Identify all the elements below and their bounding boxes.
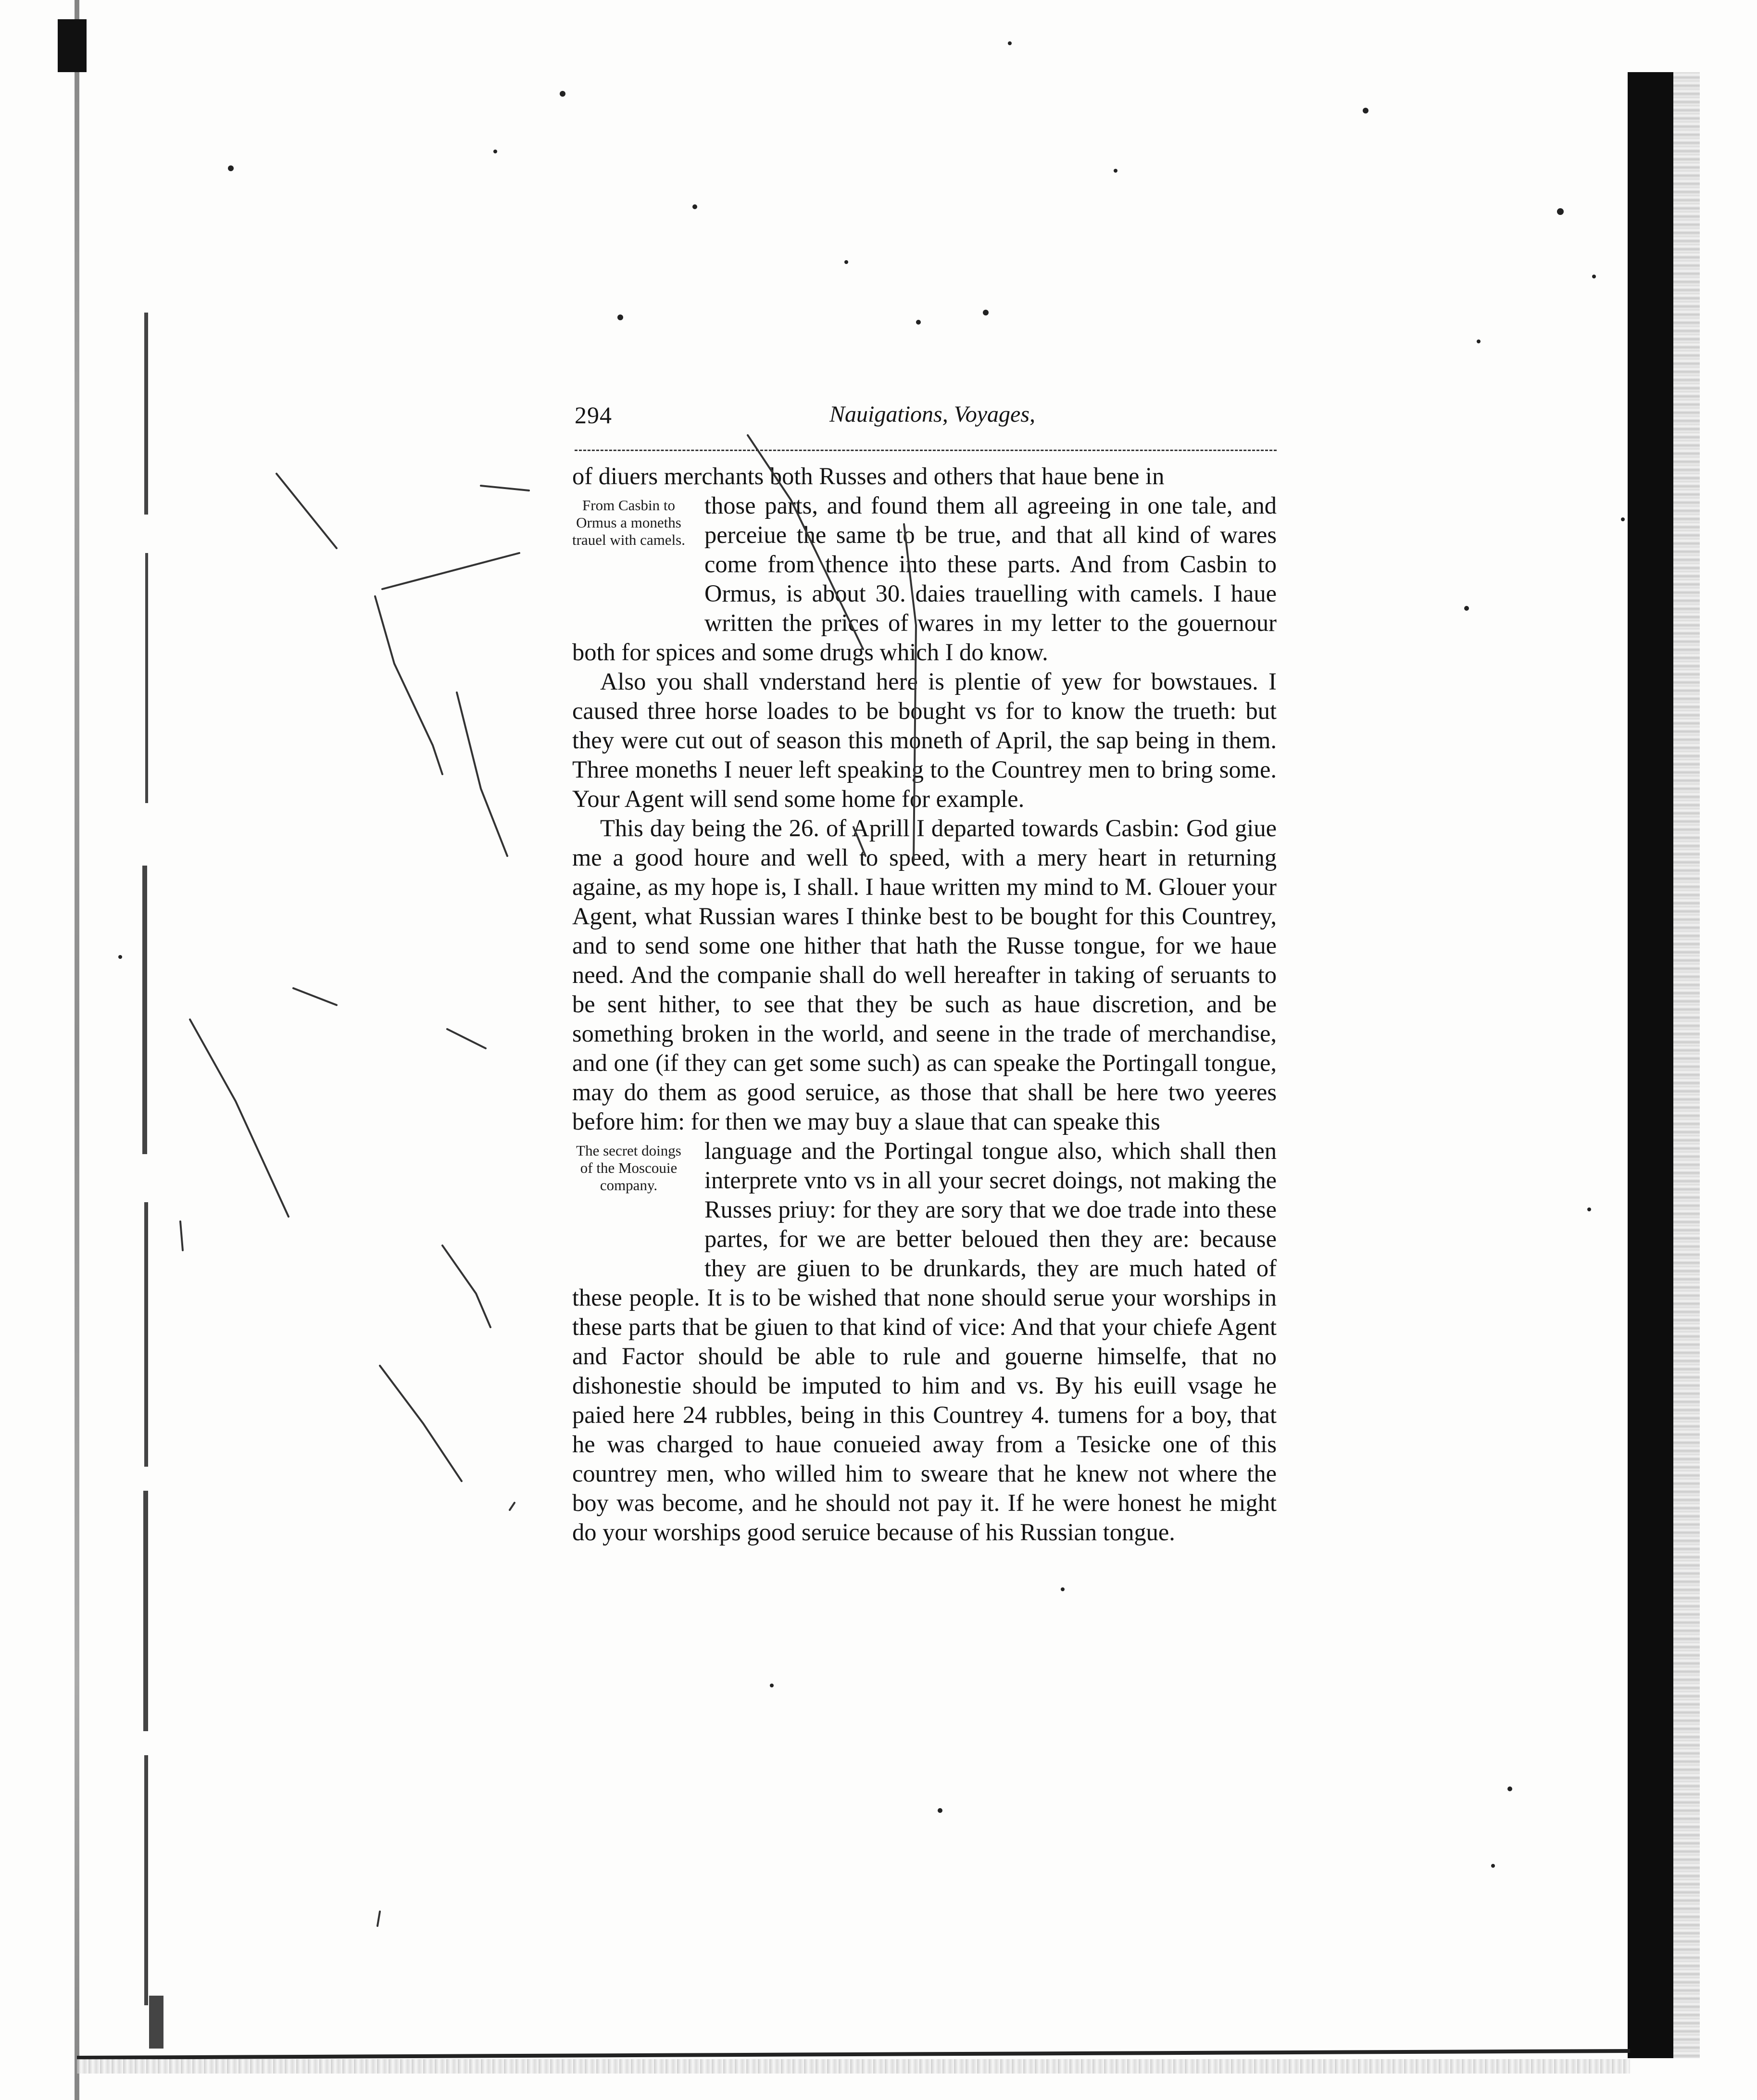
paragraph-1-opening: of diuers merchants both Russes and others that haue bene in xyxy=(572,463,1165,490)
main-text xyxy=(572,462,1277,1547)
paragraph-3: This day being the 26. of Aprill I departed towards Casbin: God giue me a good houre and well to speed, with a mery heart in returning againe, as my hope is, I shall. I haue written my mind to M. Glouer your Agent, what Russian wares I thinke best to be bought for this Countrey, and to send some one hither that hath the Russe tongue, for we haue need. And the companie shall do well hereafter in taking of seruants to be sent hither, to see that they be such as haue discretion, and be something broken in the world, and seene in the trade of merchandise, and one (if they can get some such) as can speake the Portingall tongue, may do them as good seruice, as those that shall be here two yeeres before him: for then we may buy a slaue that can speake this xyxy=(572,815,1277,1135)
marginal-note-secret-doings: The secret doings of the Moscouie company. xyxy=(576,1142,681,1194)
running-title: Nauigations, Voyages, xyxy=(829,402,1035,427)
page-number: 294 xyxy=(575,402,612,428)
paragraph-3-continued: language and the Portingal tongue also, which shall then interprete vnto vs in all your secret doings, not making the Russes priuy: for they are sory that we doe trade into these partes, for we are better beloued then they are: because they are giuen to be drunkards, they are much hated of these people. It is to be wished that none should serue your worships in these parts that be giuen to that kind of vice: And that your chiefe Agent and Factor should be able to rule and gouerne himselfe, that no dishonestie should be imputed to him and vs. By his euill vsage he paied here 24 rubbles, being in this Countrey 4. tumens for a boy, that he was charged to haue conueied away from a Tesicke one of this countrey men, who willed him to sweare that he knew not where the boy was become, and he should not pay it. If he were honest he might do your worships good seruice because of his Russian tongue. xyxy=(572,1137,1277,1546)
head-rule xyxy=(575,450,1277,451)
paragraph-1: those parts, and found them all agreeing in one tale, and perceiue the same to be true, and that all kind of wares come from thence into these parts. And from Casbin to Ormus, is about 30. daies trauelling with camels. I haue written the prices of wares in my letter to the gouernour both for spices and some drugs which I do know. xyxy=(572,492,1277,666)
paragraph-2: Also you shall vnderstand here is plentie of yew for bowstaues. I caused three horse loades to be bought vs for to know the trueth: but they were cut out of season this moneth of April, the sap being in them. Three moneths I neuer left speaking to the Countrey men to bring some. Your Agent will send some home for example. xyxy=(572,668,1277,812)
marginal-note-casbin-ormus: From Casbin to Ormus a moneths trauel with camels. xyxy=(572,497,685,548)
running-head xyxy=(575,401,1277,435)
